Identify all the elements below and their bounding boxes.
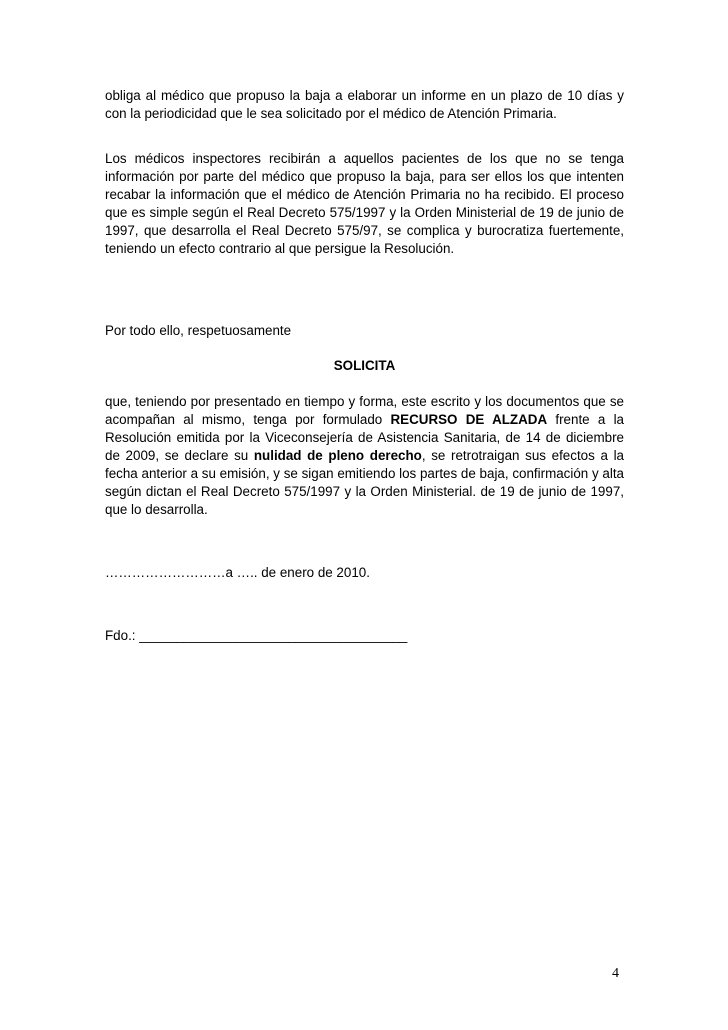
paragraph-2-text: Los médicos inspectores recibirán a aquellos pacientes de los que no se tenga información por parte del médico que propuso la baja, para ser ellos los que intenten recabar la información que el médico de Atención Primaria no ha recibido. El proceso que es simple según el Real Decreto 575/1997 y la Orden Ministerial de 19 de junio de 1997, que desarrolla el Real Decreto 575/97, se complica y burocratiza fuertemente, teniendo un efecto contrario al que persigue la Resolución. [105,151,624,256]
paragraph-4-part-1: que, teniendo por presentado en tiempo y forma, este escrito y los documentos que se acompañan al mismo, tenga por formulado [105,394,624,427]
recurso-de-alzada-bold: RECURSO DE ALZADA [390,412,548,427]
paragraph-medicos-inspectores [105,150,624,258]
paragraph-por-todo-ello [105,322,624,340]
paragraph-solicitud [105,393,624,519]
paragraph-4-text [105,393,624,519]
date-line: ………………………a ….. de enero de 2010. [105,565,370,580]
signature-line: Fdo.: ____________________________________ [105,628,408,643]
paragraph-4-part-2: frente a la Resolución emitida por la Viceconsejería de Asistencia Sanitaria, de 14 de diciembre de 2009, se declare su [105,412,625,463]
paragraph-1-text: obliga al médico que propuso la baja a elaborar un informe en un plazo de 10 días y con la periodicidad que le sea solicitado por el médico de Atención Primaria. [105,88,624,121]
paragraph-3-text: Por todo ello, respetuosamente [105,323,292,338]
nulidad-pleno-derecho-bold: nulidad de pleno derecho [253,448,422,463]
heading-solicita: SOLICITA [333,358,396,373]
paragraph-4-part-3: , se retrotraigan sus efectos a la fecha anterior a su emisión, y se sigan emitiendo los partes de baja, confirmación y alta según dictan el Real Decreto 575/1997 y la Orden Ministerial. de 19 de junio de 1997, que lo desarrolla. [105,448,624,517]
paragraph-informe-plazo [105,87,624,123]
page-number: 4 [612,966,619,981]
